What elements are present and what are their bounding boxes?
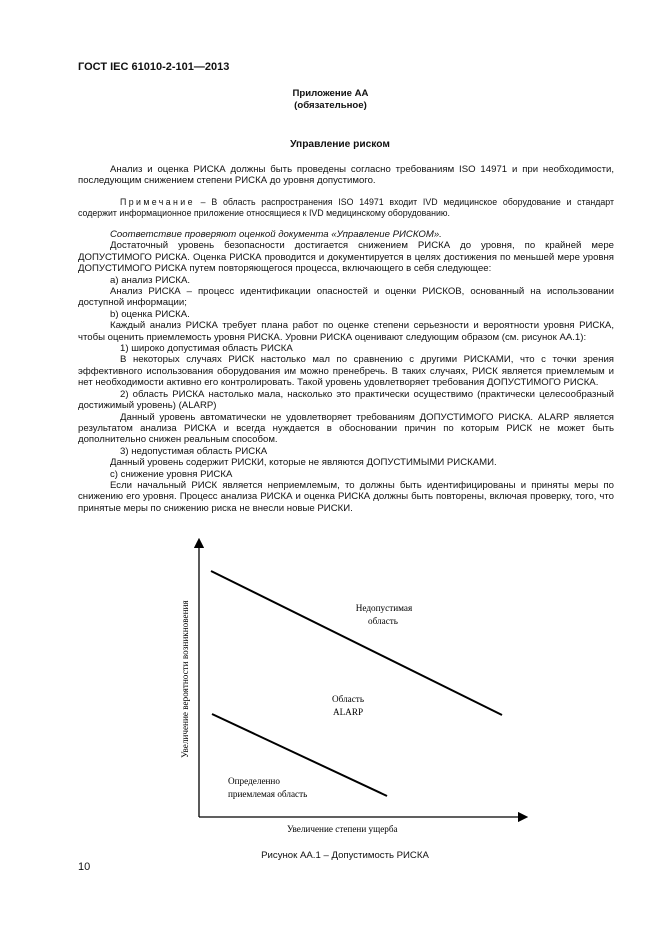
level-3-heading: 3) недопустимая область РИСКА <box>120 445 268 457</box>
level-1-text: В некоторых случаях РИСК настолько мал по сравнению с другими РИСКАМИ, что с точки зрения эффективного использования оборудования им можно пренебречь. В таких случаях, РИСК является приемлемым и нет необходимости активно его контролировать. Такой уровень удовлетворяет требования ДОПУСТИМОГО РИСКА. <box>78 354 614 389</box>
acceptable-region-label-1: Определенно <box>228 776 280 786</box>
level-1-heading: 1) широко допустимая область РИСКА <box>120 343 293 355</box>
figure-caption: Рисунок АА.1 – Допустимость РИСКА <box>261 850 429 861</box>
unacceptable-region-label-1: Недопустимая <box>355 603 413 613</box>
level-3-text: Данный уровень содержит РИСКИ, которые не являются ДОПУСТИМЫМИ РИСКАМИ. <box>110 457 497 469</box>
level-2-heading: 2) область РИСКА настолько мала, насколько это практически осуществимо (практически целесообразный достижимый уровень) (ALARP) <box>78 388 614 412</box>
annex-title: Приложение АА <box>292 88 369 99</box>
item-c-text: Если начальный РИСК является неприемлемым, то должны быть идентифицированы и приняты меры по снижению его уровня. Процесс анализа РИСКА и оценка РИСКА должны быть повторены, включая проверку, того, что принятые меры по снижению риска не внесли новые РИСКИ. <box>78 479 614 514</box>
item-a-text: Анализ РИСКА – процесс идентификации опасностей и оценки РИСКОВ, основанный на использовании доступной информации; <box>78 286 614 309</box>
item-c-heading: c) снижение уровня РИСКА <box>110 468 233 480</box>
item-b-text: Каждый анализ РИСКА требует плана работ по оценке степени серьезности и вероятности уровня РИСКА, чтобы оценить приемлемость уровня РИСКА. Уровни РИСКА оценивают следующим образом (см. рисунок АА.1): <box>78 320 614 343</box>
x-axis-label: Увеличение степени ущерба <box>287 824 398 834</box>
page-number: 10 <box>78 861 91 873</box>
item-b-heading: b) оценка РИСКА. <box>110 308 190 320</box>
level-2-text: Данный уровень автоматически не удовлетворяет требованиям ДОПУСТИМОГО РИСКА. ALARP является результатом анализа РИСКА и всегда нуждается в обосновании причин по которым РИСК не может быть дополнительно снижен реальным способом. <box>78 411 614 446</box>
compliance-statement: Соответствие проверяют оценкой документа «Управление РИСКОМ». <box>110 229 442 240</box>
section-title: Управление риском <box>290 139 390 150</box>
note-text: – В область распространения ISO 14971 входит IVD медицинское оборудование и стандарт содержит информационное приложение относящиеся к IVD медицинскому оборудованию. <box>78 197 614 218</box>
paragraph-1: Анализ и оценка РИСКА должны быть проведены согласно требованиям ISO 14971 и при необходимости, последующим снижением степени РИСКА до уровня допустимого. <box>78 164 614 187</box>
item-a-heading: a) анализ РИСКА. <box>110 274 191 286</box>
note-label: Примечание <box>120 197 195 207</box>
paragraph-2: Достаточный уровень безопасности достигается снижением РИСКА до уровня, по крайней мере ДОПУСТИМОГО РИСКА. Оценка РИСКА проводится и документируется в целях достижения по меньшей мере уровня ДОПУСТИМОГО РИСКА путем повторяющегося процесса, включающего в себя следующее: <box>78 240 614 275</box>
annex-status: (обязательное) <box>294 100 367 111</box>
alarp-region-label-2: ALARP <box>332 707 364 717</box>
y-axis-label: Увеличение вероятности возникновения <box>180 600 190 758</box>
alarp-region-label-1: Область <box>331 694 365 704</box>
unacceptable-region-label-2: область <box>368 616 398 626</box>
acceptable-region-label-2: приемлемая область <box>228 789 308 799</box>
document-header: ГОСТ IEC 61010-2-101—2013 <box>78 61 230 73</box>
